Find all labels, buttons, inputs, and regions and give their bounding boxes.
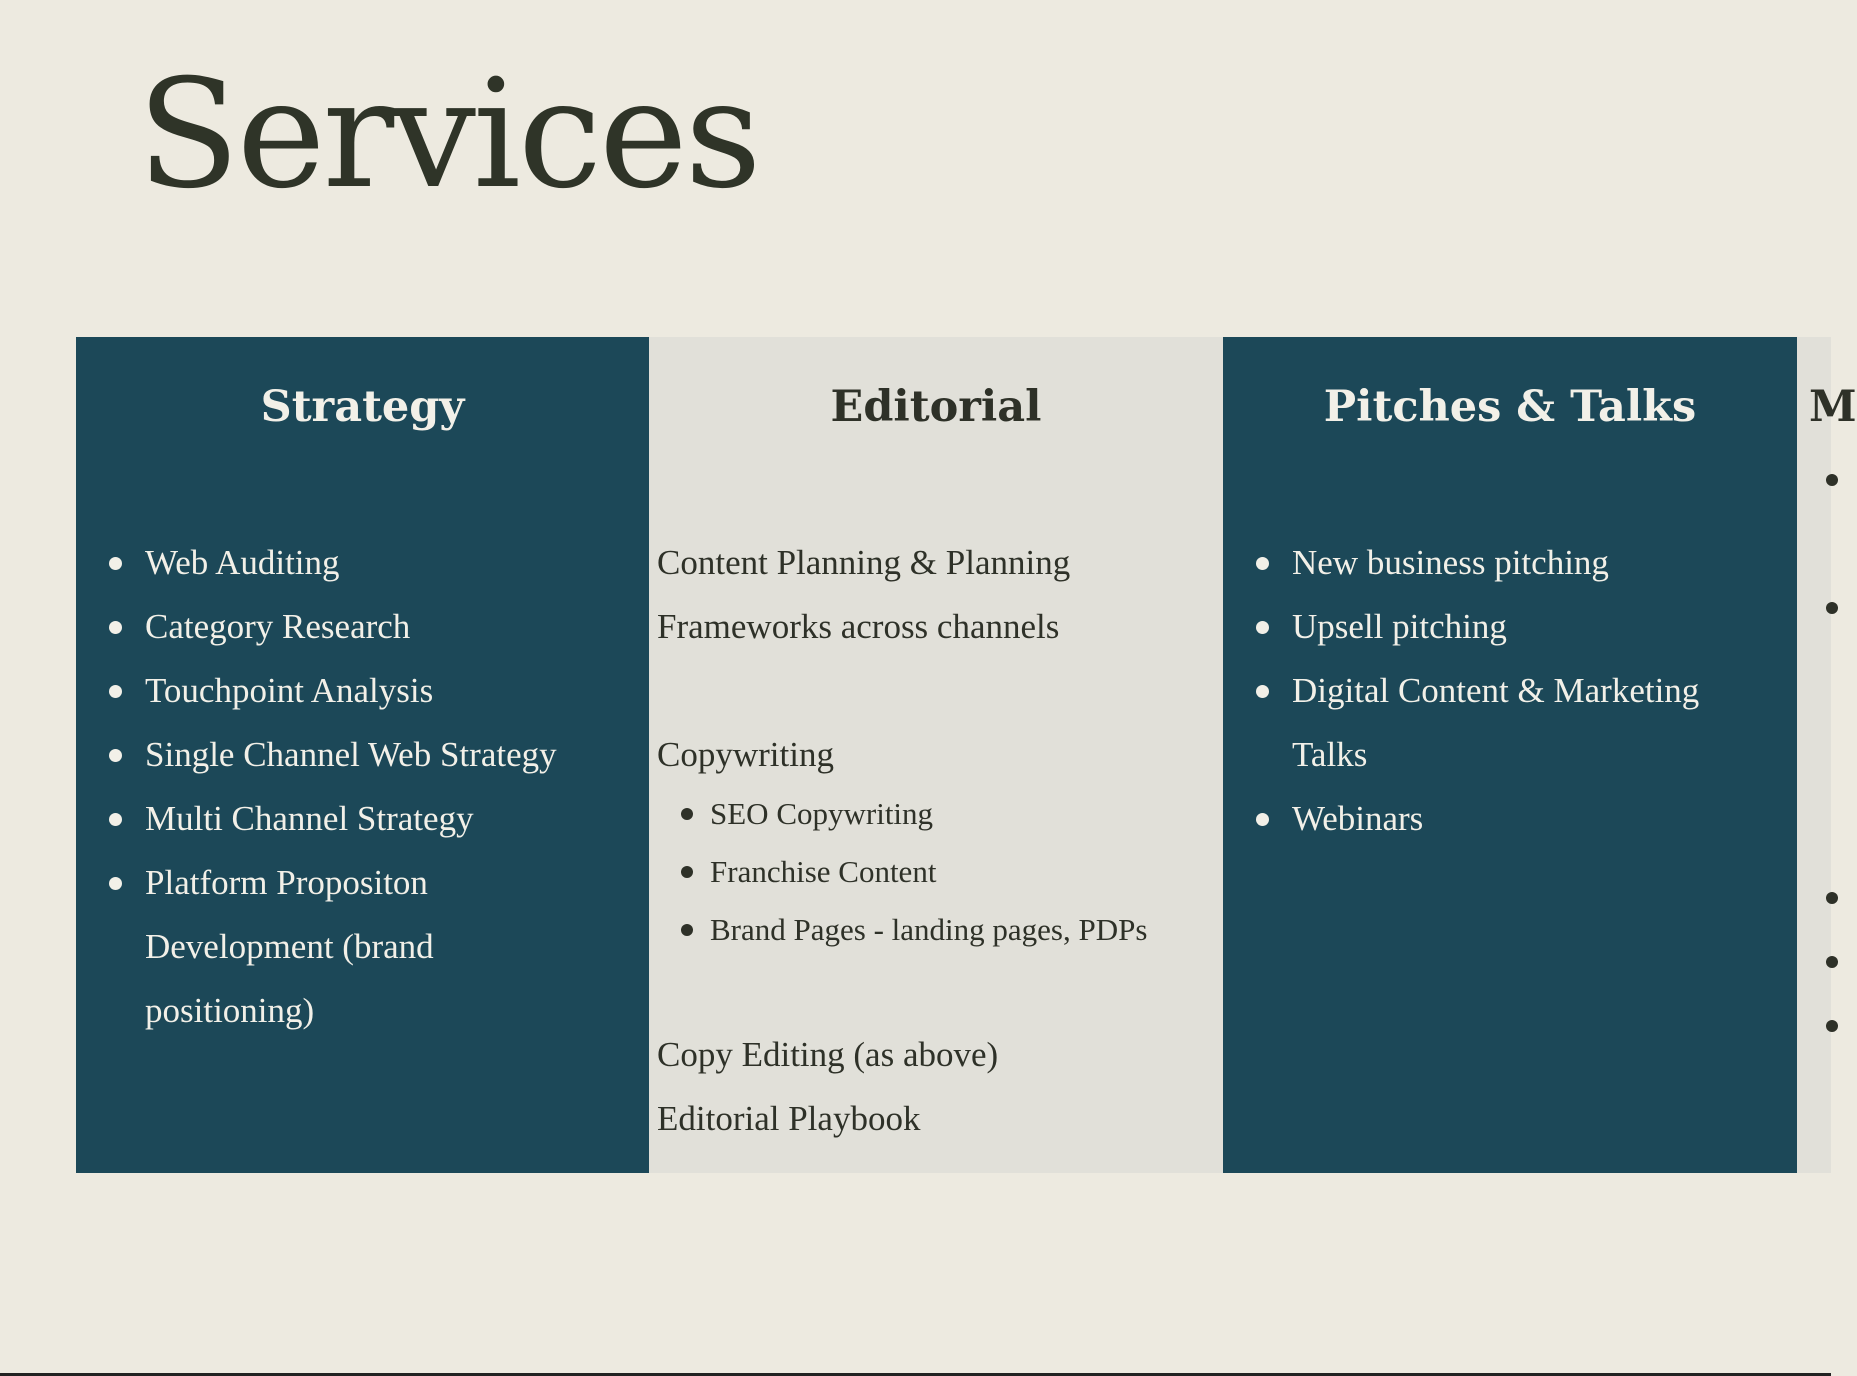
list-item: Touchpoint Analysis	[106, 659, 646, 723]
editorial-outro-line: Copy Editing (as above)	[657, 1035, 999, 1074]
bullet-dot	[1826, 956, 1838, 968]
strategy-column	[76, 337, 649, 1173]
list-item: Webinars	[1253, 787, 1763, 851]
strategy-list	[106, 531, 646, 1043]
list-item: Brand Pages - landing pages, PDPs	[679, 901, 1147, 959]
list-item: SEO Copywriting	[679, 785, 1147, 843]
editorial-outro-line: Editorial Playbook	[657, 1099, 921, 1138]
list-item: Web Auditing	[106, 531, 646, 595]
list-item: New business pitching	[1253, 531, 1763, 595]
bullet-dot	[1826, 474, 1838, 486]
fourth-column-partial	[1797, 337, 1857, 1173]
list-item: Franchise Content	[679, 843, 1147, 901]
bullet-dot	[1826, 602, 1838, 614]
pitches-talks-heading: Pitches & Talks	[1323, 382, 1697, 432]
list-item: Platform Propositon Development (brand positioning)	[106, 851, 475, 1043]
editorial-intro-line: Content Planning & Planning	[657, 543, 1071, 582]
bullet-dot	[1826, 892, 1838, 904]
fourth-column-heading: M	[1809, 382, 1857, 432]
bullet-dot	[1826, 1020, 1838, 1032]
editorial-column	[649, 337, 1223, 1173]
list-item: Upsell pitching	[1253, 595, 1763, 659]
list-item: Multi Channel Strategy	[106, 787, 646, 851]
editorial-intro-line: Frameworks across channels	[657, 607, 1060, 646]
page-title: Services	[137, 48, 759, 222]
copywriting-label: Copywriting	[657, 735, 834, 774]
pitches-talks-list	[1253, 531, 1763, 851]
list-item: Category Research	[106, 595, 646, 659]
pitches-talks-column	[1223, 337, 1797, 1173]
copywriting-list	[679, 785, 1147, 959]
editorial-heading: Editorial	[830, 382, 1042, 432]
list-item: Digital Content & Marketing Talks	[1253, 659, 1762, 787]
strategy-heading: Strategy	[260, 382, 465, 432]
list-item: Single Channel Web Strategy	[106, 723, 646, 787]
